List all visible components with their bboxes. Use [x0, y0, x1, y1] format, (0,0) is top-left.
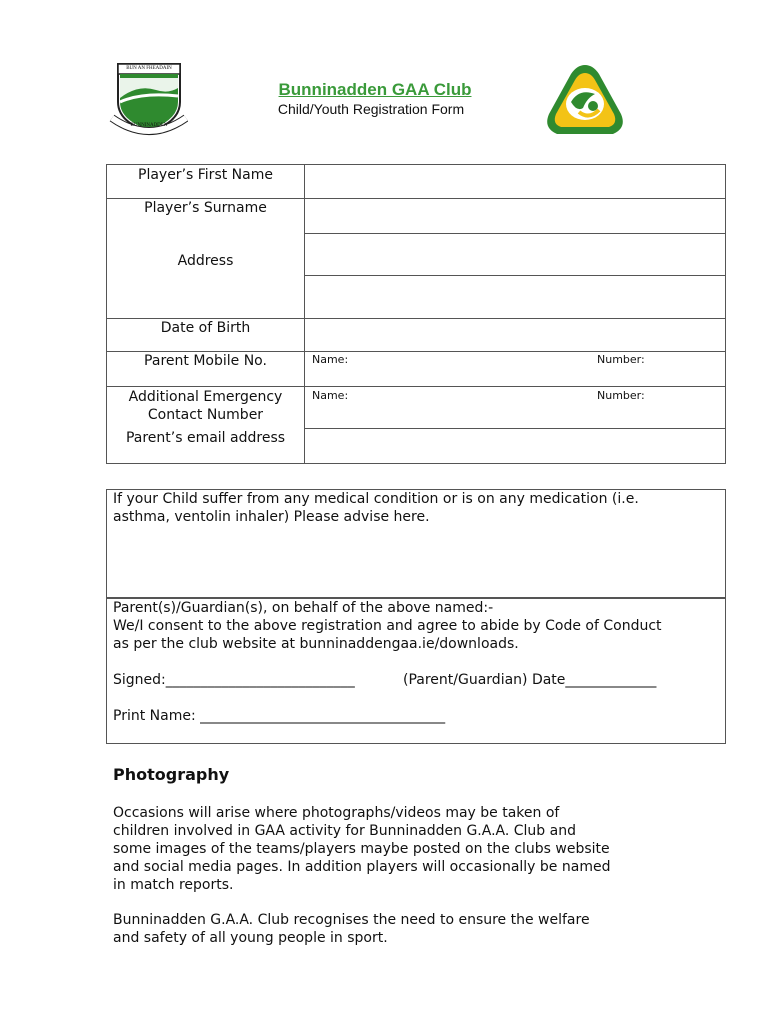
crest-top-text: BUN AN FHEADAIN — [126, 66, 172, 71]
emergency-number-label: Number: — [597, 389, 645, 402]
address-line2-field[interactable] — [306, 277, 724, 316]
dob-field[interactable] — [306, 320, 724, 349]
photography-para2-l1: Bunninadden G.A.A. Club recognises the need to ensure the welfare — [113, 912, 590, 928]
consent-line3: as per the club website at bunninaddengaa.ie/downloads. — [113, 636, 519, 652]
photography-para1-l4: and social media pages. In addition players will occasionally be named — [113, 859, 611, 875]
medical-text-line2: asthma, ventolin inhaler) Please advise here. — [113, 509, 430, 525]
surname-field[interactable] — [306, 200, 724, 231]
email-label: Parent’s email address — [125, 430, 286, 446]
consent-line2: We/I consent to the above registration and agree to abide by Code of Conduct — [113, 618, 662, 634]
signed-line[interactable]: Signed:___________________________ — [113, 672, 355, 688]
first-name-field[interactable] — [306, 166, 724, 196]
dob-label: Date of Birth — [160, 320, 251, 336]
photography-para1-l5: in match reports. — [113, 877, 234, 893]
mobile-number-label: Number: — [597, 353, 645, 366]
club-title: Bunninadden GAA Club — [278, 80, 472, 99]
mobile-label: Parent Mobile No. — [144, 353, 267, 369]
form-title: Child/Youth Registration Form — [277, 101, 465, 117]
date-line[interactable]: (Parent/Guardian) Date_____________ — [403, 672, 657, 688]
print-name-line[interactable]: Print Name: ___________________________________ — [113, 708, 446, 724]
emergency-label-line2: Contact Number — [147, 407, 264, 423]
photography-para2-l2: and safety of all young people in sport. — [113, 930, 388, 946]
first-name-label: Player’s First Name — [138, 167, 273, 183]
club-crest-left — [108, 58, 188, 136]
email-field[interactable] — [306, 430, 724, 462]
emergency-name-label: Name: — [312, 389, 349, 402]
photography-para1-l1: Occasions will arise where photographs/videos may be taken of — [113, 805, 560, 821]
gaa-logo — [543, 62, 627, 140]
address-label: Address — [177, 253, 234, 269]
emergency-label-line1: Additional Emergency — [128, 389, 283, 405]
consent-line1: Parent(s)/Guardian(s), on behalf of the above named:- — [113, 600, 494, 616]
medical-text-line1: If your Child suffer from any medical condition or is on any medication (i.e. — [113, 491, 639, 507]
mobile-name-label: Name: — [312, 353, 349, 366]
photography-heading: Photography — [113, 765, 230, 784]
address-line1-field[interactable] — [306, 235, 724, 273]
surname-label: Player’s Surname — [144, 200, 267, 216]
crest-bottom-text: BUNNINADDEN — [130, 123, 168, 128]
photography-para1-l3: some images of the teams/players maybe posted on the clubs website — [113, 841, 610, 857]
photography-para1-l2: children involved in GAA activity for Bunninadden G.A.A. Club and — [113, 823, 576, 839]
